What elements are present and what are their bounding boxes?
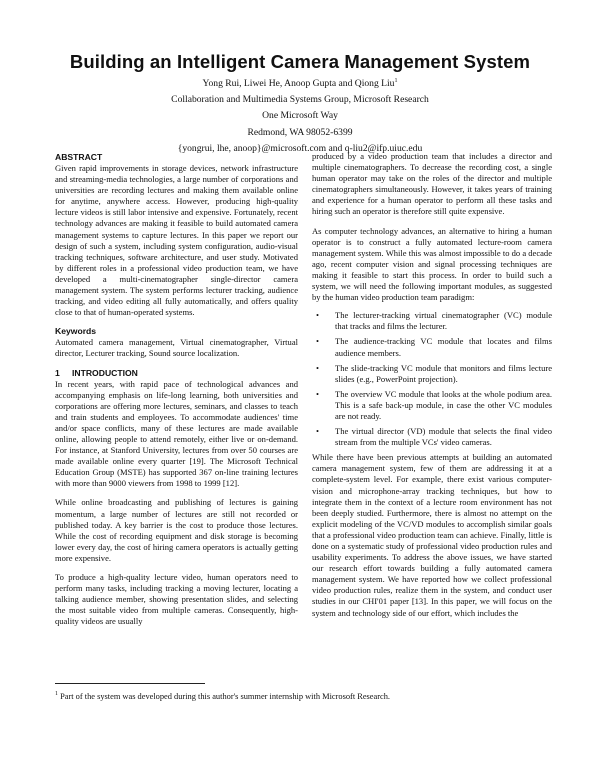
module-bullet-list [312,310,552,448]
list-item [312,426,552,448]
keywords-text: Automated camera management, Virtual cinematographer, Virtual director, Lecturer tracking, Sound source localization. [55,337,298,359]
abstract-heading: ABSTRACT [55,152,103,162]
list-item-text: The virtual director (VD) module that selects the final video stream from the multiple VCs' video cameras. [335,426,552,448]
right-paragraph-2: As computer technology advances, an alternative to hiring a human operator is to construct a fully automated lecture-room camera management system. While this was almost impossible to do a decade ago, recent computer vision and signal processing techniques are making it feasible to start this process. In order to build such a system, we will need the following important modules, as suggested by the human video production team paradigm: [312,225,552,303]
author-affiliation: Collaboration and Multimedia Systems Group, Microsoft Research [171,94,429,106]
list-item [312,336,552,358]
author-address-line2: Redmond, WA 98052-6399 [247,126,353,138]
list-item-text: The slide-tracking VC module that monitors and films lecture slides (e.g., PowerPoint projection). [335,362,552,384]
intro-paragraph-2: While online broadcasting and publishing of lectures is gaining momentum, a large number of lectures are still not recorded or published today. A key barrier is the cost to produce those lectures. While the cost of recording equipment and disk storage is becoming lower every day, the cost of hiring camera operators is actually getting more expensive. [55,497,298,563]
author-emails: {yongrui, lhe, anoop}@microsoft.com and q-liu2@ifp.uiuc.edu [177,142,423,154]
bullet-glyph: • [316,336,319,347]
bullet-glyph: • [316,362,319,373]
footnote-divider [55,683,205,684]
list-item-text: The lecturer-tracking virtual cinematographer (VC) module that tracks and films the lecturer. [335,310,552,332]
abstract-text: Given rapid improvements in storage devices, network infrastructure and streaming-media technologies, a large number of corporations and universities are recording lectures and making them available online for anytime, anywhere access. However, producing high-quality lecture videos is still labor intensive and expensive. Fortunately, recent technology advances are making it feasible to build automated camera management systems to capture lectures. In this paper we report our design of such a system, including system configuration, audio-visual tracking techniques, software architecture, and user study. Motivated by different roles in a professional video production team, we have developed a multi-cinematographer single-director camera management system. The system performs lecturer tracking, audience tracking, and video editing all fully automatically, and offers quality close to that of human-operated systems. [55,163,298,318]
author-names [0,76,600,92]
footnote [55,691,555,702]
bullet-glyph: • [316,310,319,321]
intro-section-title: INTRODUCTION [72,367,138,378]
intro-paragraph-3: To produce a high-quality lecture video, human operators need to perform many tasks, including tracking a moving lecturer, locating a talking audience member, showing presentation slides, and selecting the most suitable video from multiple cameras. Consequently, high-quality videos are usually [55,572,298,627]
list-item-text: The audience-tracking VC module that locates and films audience members. [335,336,552,358]
author-block [0,76,600,157]
footnote-marker: 1 [394,77,398,84]
right-paragraph-1: produced by a video production team that includes a director and multiple cinematographers. To decrease the recording cost, a single human operator may take on the roles of the director and multiple cinematographers simultaneously. However, it takes years of training and experience for a human operator to perform all these tasks and hiring such an operator is therefore still quite expensive. [312,151,552,217]
left-column [55,152,298,635]
keywords-heading: Keywords [55,326,97,337]
footnote-text: Part of the system was developed during this author's summer internship with Microsoft Research. [60,692,391,701]
right-paragraph-3: While there have been previous attempts at building an automated camera management system, few of them are addressing it at a complete-system level. For example, there exist various computer-vision and microphone-array tracking techniques, but how to integrate them in the context of a lecture room environment has not been deeply studied. Furthermore, there is almost no attempt on the explicit modeling of the VC/VD modules to accomplish similar goals that a professional video production team can achieve. Finally, little is done on a systematic study of professional video production rules and usability experiments. To address the above issues, we have started our research effort towards building a fully automated camera management system. We have reported how we collect professional video production rules, realize them in the system, and conduct user studies in our CHI'01 paper [13]. In this paper, we will focus on the system and technology side of our effort, which includes the [312,452,552,618]
right-column [312,151,552,627]
intro-paragraph-1: In recent years, with rapid pace of technological advances and accompanying emphasis on life-long learning, both universities and corporations are offering more lectures, seminars, and classes to teach and train students and employees. To accommodate audiences' time and/or space conflicts, many of these lectures are made available online, allowing people to attend remotely, either live or on-demand. For instance, at Stanford University, lectures from over 50 courses are made available online every quarter [19]. The Microsoft Technical Education Group (MSTE) has supported 367 on-line training lectures with more than 9000 viewers from 1998 to 1999 [12]. [55,378,298,489]
list-item [312,310,552,332]
author-address-line1: One Microsoft Way [262,110,338,122]
intro-section-number: 1 [55,367,60,378]
paper-title: Building an Intelligent Camera Management System [69,51,531,72]
list-item [312,363,552,385]
intro-heading [55,368,298,379]
footnote-number: 1 [55,691,58,698]
bullet-glyph: • [316,426,319,437]
bullet-glyph: • [316,388,319,399]
list-item-text: The overview VC module that looks at the whole podium area. This is a safe back-up module, in case the other VC modules are not ready. [335,388,552,421]
author-names-text: Yong Rui, Liwei He, Anoop Gupta and Qiong Liu [202,78,395,89]
list-item [312,389,552,422]
